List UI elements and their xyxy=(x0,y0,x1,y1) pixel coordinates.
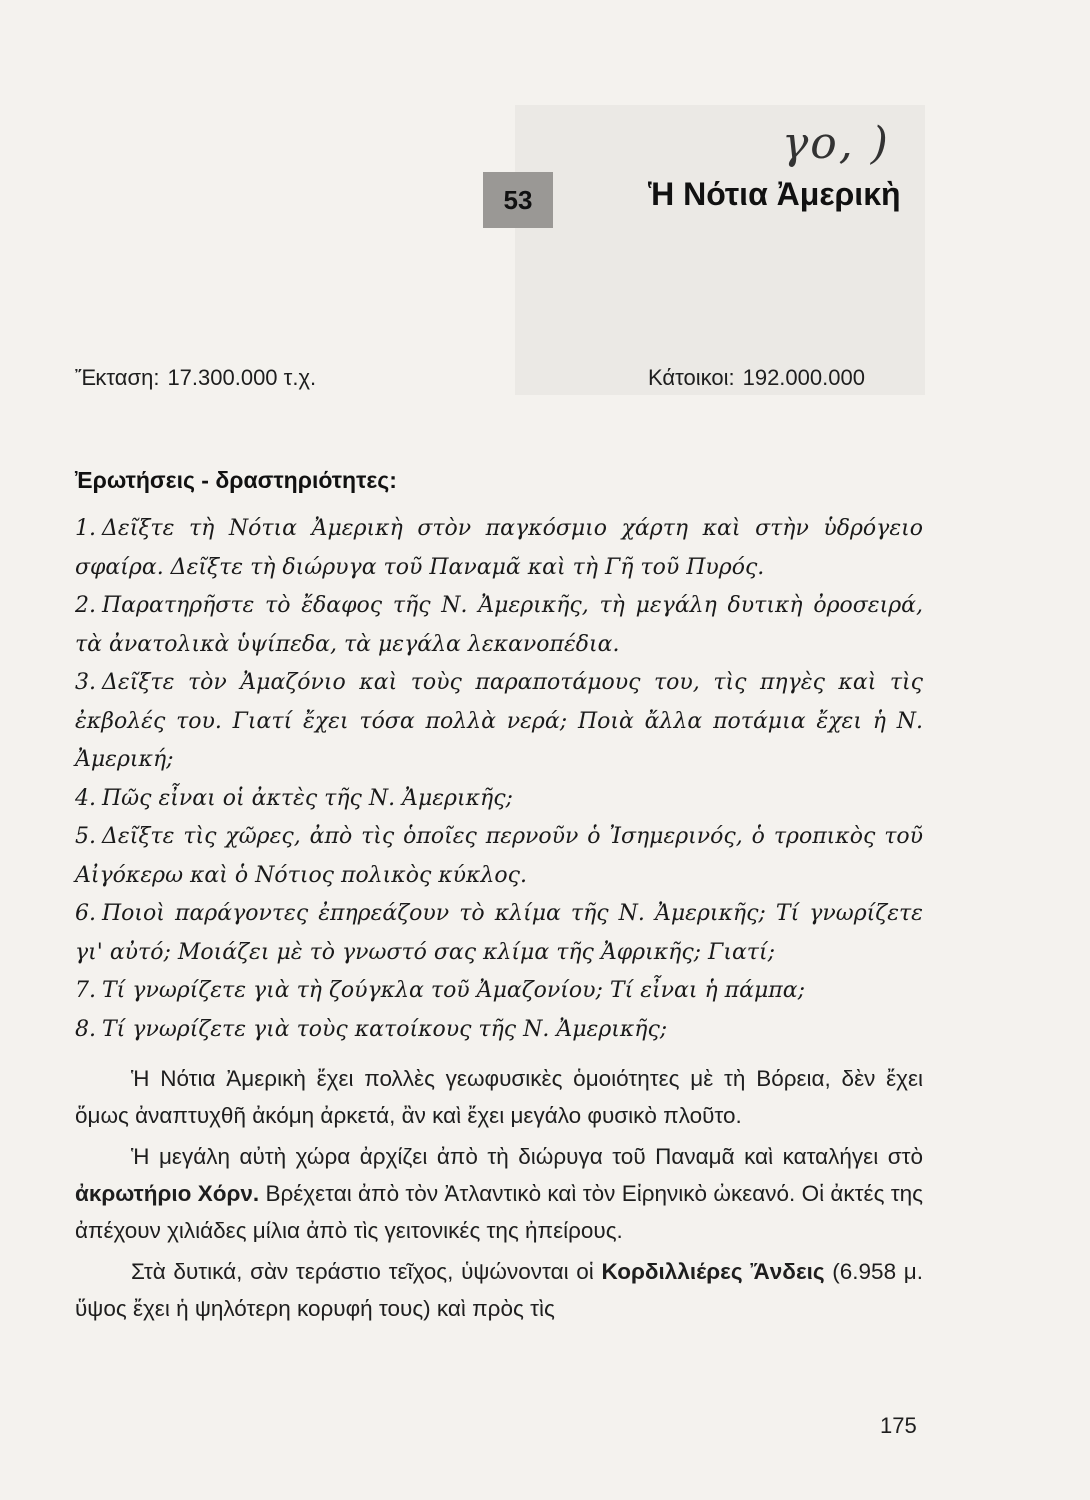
question-item: 5. Δεῖξτε τὶς χῶρες, ἀπὸ τὶς ὁποῖες περνοῦν ὁ Ἰσημερινός, ὁ τροπικὸς τοῦ Αἰγόκερω καὶ ὁ Νότιος πολικὸς κύκλος. xyxy=(75,824,923,888)
question-item: 6. Ποιοὶ παράγοντες ἐπηρεάζουν τὸ κλίμα τῆς Ν. Ἀμερικῆς; Τί γνωρίζετε γι' αὐτό; Μοιάζει μὲ τὸ γνωστό σας κλίμα τῆς Ἀφρικῆς; Γιατί; xyxy=(75,901,923,965)
question-item: 1. Δεῖξτε τὴ Νότια Ἀμερικὴ στὸν παγκόσμιο χάρτη καὶ στὴν ὑδρόγειο σφαίρα. Δεῖξτε τὴ διώρυγα τοῦ Παναμᾶ καὶ τὴ Γῆ τοῦ Πυρός. xyxy=(75,516,923,580)
page-number: 175 xyxy=(880,1413,917,1438)
chapter-number: 53 xyxy=(503,184,533,215)
area-value: 17.300.000 τ.χ. xyxy=(167,365,317,390)
chapter-number-box xyxy=(483,172,553,228)
bold-term: ἀκρωτήριο Χόρν. xyxy=(75,1181,260,1206)
population-stat xyxy=(648,365,865,391)
question-item: 4. Πῶς εἶναι οἱ ἀκτὲς τῆς Ν. Ἀμερικῆς; xyxy=(75,785,513,811)
chapter-title: Ἡ Νότια Ἀμερικὴ xyxy=(648,176,901,212)
population-label: Κάτοικοι: xyxy=(648,365,735,390)
population-value: 192.000.000 xyxy=(742,365,865,390)
handwritten-note: γο, ) xyxy=(782,118,890,169)
body-text xyxy=(75,1060,923,1331)
bold-term: Κορδιλλιέρες Ἄνδεις xyxy=(601,1259,825,1284)
question-item: 7. Τί γνωρίζετε γιὰ τὴ ζούγκλα τοῦ Ἀμαζονίου; Τί εἶναι ἡ πάμπα; xyxy=(75,978,806,1003)
area-stat xyxy=(75,365,316,391)
paragraph: Ἡ μεγάλη αὐτὴ χώρα ἀρχίζει ἀπὸ τὴ διώρυγα τοῦ Παναμᾶ καὶ καταλήγει στὸ ἀκρωτήριο Χόρν. Βρέχεται ἀπὸ τὸν Ἀτλαντικὸ καὶ τὸν Εἰρηνικὸ ὠκεανό. Οἱ ἀκτές της ἀπέχουν χιλιάδες μίλια ἀπὸ τὶς γειτονικές της ἠπείρους. xyxy=(75,1144,923,1243)
area-label: Ἔκταση: xyxy=(75,365,160,390)
question-item: 2. Παρατηρῆστε τὸ ἔδαφος τῆς Ν. Ἀμερικῆς, τὴ μεγάλη δυτικὴ ὀροσειρά, τὰ ἀνατολικὰ ὑψίπεδα, τὰ μεγάλα λεκανοπέδια. xyxy=(75,593,923,657)
question-item: 8. Τί γνωρίζετε γιὰ τοὺς κατοίκους τῆς Ν. Ἀμερικῆς; xyxy=(75,1016,668,1042)
questions-list xyxy=(75,510,923,1049)
paragraph: Στὰ δυτικά, σὰν τεράστιο τεῖχος, ὑψώνονται οἱ Κορδιλλιέρες Ἄνδεις (6.958 μ. ὕψος ἔχει ἡ ψηλότερη κορυφή τους) καὶ πρὸς τὶς xyxy=(75,1259,923,1321)
question-item: 3. Δεῖξτε τὸν Ἀμαζόνιο καὶ τοὺς παραποτάμους του, τὶς πηγὲς καὶ τὶς ἐκβολές του. Γιατί ἔχει τόσα πολλὰ νερά; Ποιὰ ἄλλα ποτάμια ἔχει ἡ Ν. Ἀμερική; xyxy=(75,670,923,772)
questions-heading: Ἐρωτήσεις - δραστηριότητες: xyxy=(75,467,397,493)
paragraph: Ἡ Νότια Ἀμερικὴ ἔχει πολλὲς γεωφυσικὲς ὁμοιότητες μὲ τὴ Βόρεια, δὲν ἔχει ὅμως ἀναπτυχθῆ ἀκόμη ἀρκετά, ἂν καὶ ἔχει μεγάλο φυσικὸ πλοῦτο. xyxy=(75,1066,923,1128)
